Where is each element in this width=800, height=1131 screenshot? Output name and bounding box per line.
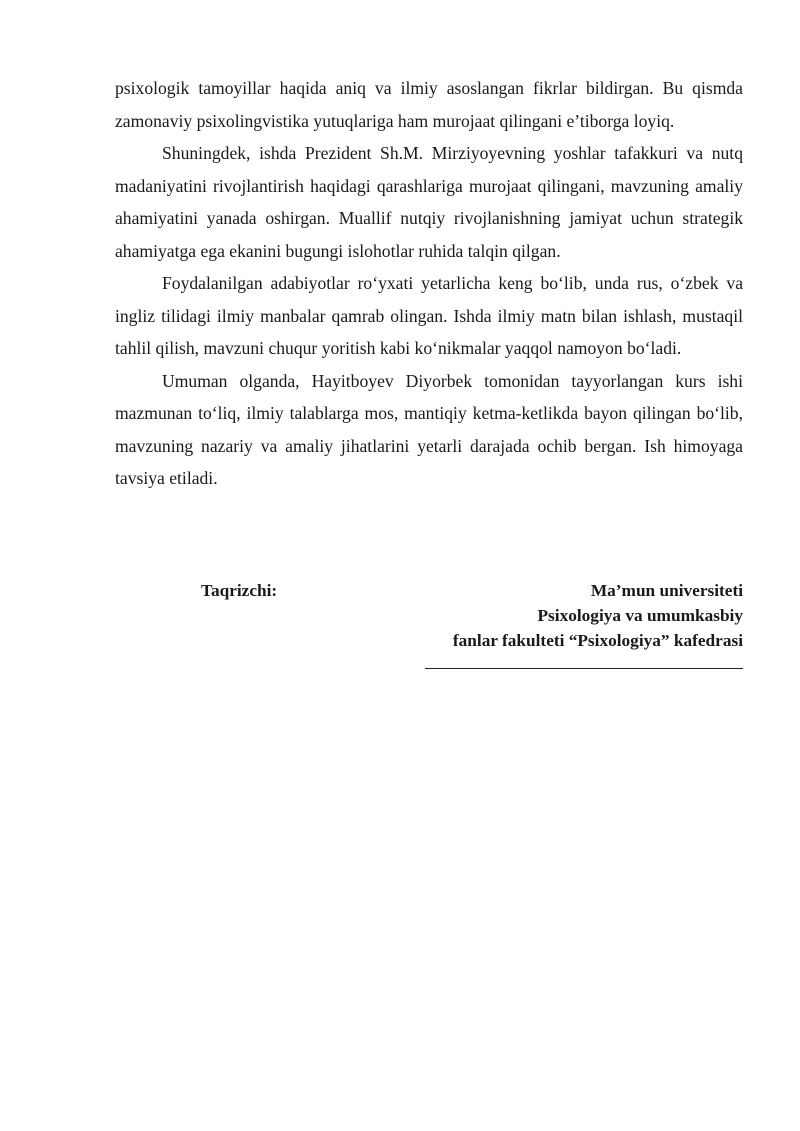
paragraph-3: Foydalanilgan adabiyotlar ro‘yxati yetarlicha keng bo‘lib, unda rus, o‘zbek va ingliz tilidagi ilmiy manbalar qamrab olingan. Ishda ilmiy matn bilan ishlash, mustaqil tahlil qilish, mavzuni chuqur yoritish kabi ko‘nikmalar yaqqol namoyon bo‘ladi. [115,273,743,358]
reviewer-label: Taqrizchi: [201,581,278,600]
paragraph-4: Umuman olganda, Hayitboyev Diyorbek tomonidan tayyorlangan kurs ishi mazmunan to‘liq, ilmiy talablarga mos, mantiqiy ketma-ketlikda bayon qilingan bo‘lib, mavzuning nazariy va amaliy jihatlarini yetarli darajada ochib bergan. Ish himoyaga tavsiya etiladi. [115,370,743,488]
org-department: fanlar fakulteti “Psixologiya” kafedrasi [452,631,743,650]
document-body [115,72,743,495]
signature-line [425,668,743,669]
paragraph-2: Shuningdek, ishda Prezident Sh.M. Mirziyoyevning yoshlar tafakkuri va nutq madaniyatini rivojlantirish haqidagi qarashlariga murojaat qilingani, mavzuning amaliy ahamiyatini yanada oshirgan. Muallif nutqiy rivojlanishning jamiyat uchun strategik ahamiyatga ega ekanini bugungi islohotlar ruhida talqin qilgan. [115,143,743,261]
org-university: Ma’mun universiteti [590,581,743,600]
paragraph-1: psixologik tamoyillar haqida aniq va ilmiy asoslangan fikrlar bildirgan. Bu qismda zamonaviy psixolingvistika yutuqlariga ham murojaat qilingani e’tiborga loyiq. [115,78,743,131]
organization-block [453,578,743,653]
org-faculty: Psixologiya va umumkasbiy [537,606,743,625]
